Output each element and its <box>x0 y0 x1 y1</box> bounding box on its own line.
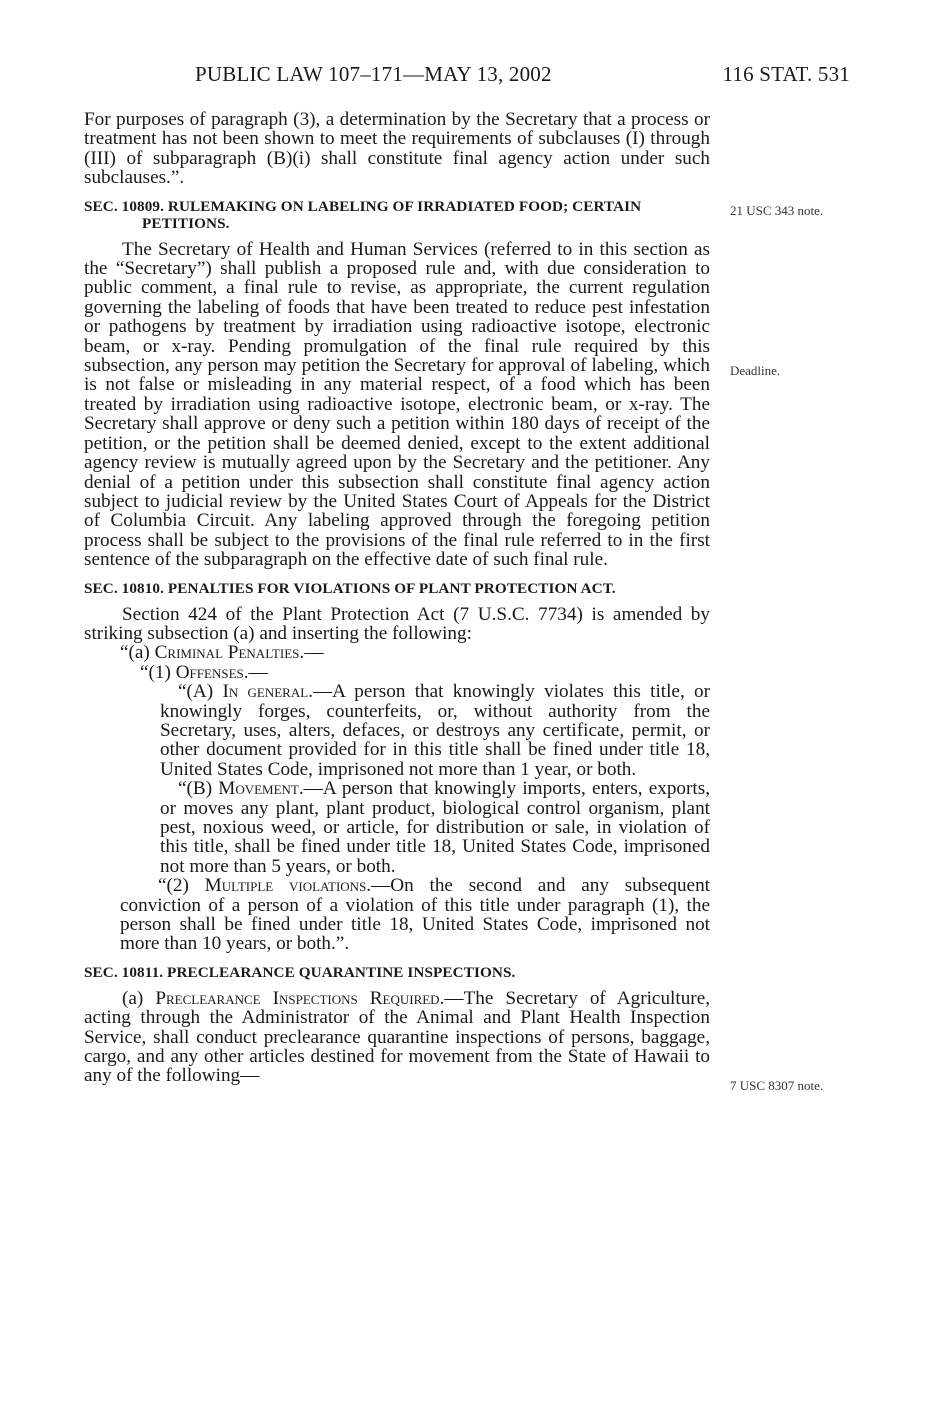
section-10811-a-heading: Preclearance Inspections Required <box>155 987 440 1009</box>
section-10811-heading: SEC. 10811. PRECLEARANCE QUARANTINE INSPECTIONS. <box>84 963 516 981</box>
subparagraph-b-text: .—A person that knowingly imports, enters, exports, or moves any plant, plant product, biological control organism, plant pest, noxious weed, or article, for distribution or sale, in violation of this title, shall be fined under title 18, United States Code, imprisoned not more than 5 years, or both. <box>160 778 711 877</box>
paragraph-1-heading: Offenses <box>175 661 244 683</box>
subparagraph-b-heading: Movement <box>218 778 299 800</box>
paragraph-1-offenses <box>84 663 710 682</box>
section-10809-text: The Secretary of Health and Human Services (referred to in this section as the “Secretary”) shall publish a proposed rule and, with due consideration to public comment, a final rule to revise, as appropriate, the current regulation governing the labeling of foods that have been treated to reduce pest infestation or pathogens by treatment by irradiation using radioactive isotope, electronic beam, or x-ray. Pending promulgation of the final rule required by this subsection, any person may petition the Secretary for approval of labeling, which is not false or misleading in any material respect, of a food which has been treated by irradiation using radioactive isotope, electronic beam, or x-ray. The Secretary shall approve or deny such a petition within 180 days of receipt of the petition, or the petition shall be deemed denied, except to the extent additional agency review is mutually agreed upon by the Secretary and the petitioner. Any denial of a petition under this subsection shall constitute final agency action subject to judicial review by the United States Court of Appeals for the District of Columbia Circuit. Any labeling approved through the foregoing petition process shall be subject to the provisions of the final rule referred to in the first sentence of the subparagraph on the effective date of such final rule. <box>84 238 710 571</box>
subparagraph-b-movement <box>84 779 710 876</box>
margin-note-deadline: Deadline. <box>730 363 781 378</box>
margin-note-21-usc: 21 USC 343 note. <box>730 203 824 218</box>
section-10810-intro: Section 424 of the Plant Protection Act (7 U.S.C. 7734) is amended by striking subsection (a) and inserting the following: <box>84 603 710 644</box>
subsection-a-heading: Criminal Penalties <box>154 642 300 664</box>
paragraph-1-suffix: .— <box>243 661 268 683</box>
document-body <box>84 110 710 1086</box>
subsection-a-criminal-penalties <box>84 643 710 662</box>
subsection-a-suffix: .— <box>299 642 324 664</box>
paragraph-2-multiple-violations <box>84 876 710 954</box>
header-stat-page: 116 STAT. 531 <box>722 62 850 86</box>
section-10811-a-text: .—The Secretary of Agriculture, acting through the Administrator of the Animal and Plant Health Inspection Service, shall conduct preclearance quarantine inspections of persons, baggage, cargo, and any other articles destined for movement from the State of Hawaii to any of the following— <box>84 987 711 1087</box>
running-header <box>195 62 850 92</box>
section-10811-a-prefix: (a) <box>122 987 156 1009</box>
subparagraph-a-text: .—A person that knowingly violates this title, or knowingly forges, counterfeits, or, without authority from the Secretary, uses, alters, defaces, or destroys any certificate, permit, or other document provided for in this title shall be fined under title 18, United States Code, imprisoned not more than 1 year, or both. <box>160 681 711 780</box>
subparagraph-a-in-general <box>84 682 710 779</box>
section-10811-subsection-a <box>84 989 710 1086</box>
margin-note-7-usc: 7 USC 8307 note. <box>730 1078 824 1093</box>
section-10810-heading: SEC. 10810. PENALTIES FOR VIOLATIONS OF PLANT PROTECTION ACT. <box>84 579 616 597</box>
subparagraph-a-prefix: “(A) <box>178 681 223 703</box>
subsection-a-prefix: “(a) <box>120 642 155 664</box>
header-title: PUBLIC LAW 107–171—MAY 13, 2002 <box>195 62 552 86</box>
paragraph-1-prefix: “(1) <box>140 661 176 683</box>
intro-paragraph: For purposes of paragraph (3), a determination by the Secretary that a process or treatment has not been shown to meet the requirements of subclauses (I) through (III) of subparagraph (B)(i) shall constitute final agency action under such subclauses.”. <box>84 109 710 189</box>
paragraph-2-prefix: “(2) <box>158 875 205 897</box>
subparagraph-a-heading: In general <box>222 681 309 703</box>
section-10809-heading: SEC. 10809. RULEMAKING ON LABELING OF IRRADIATED FOOD; CERTAIN PETITIONS. <box>84 197 642 232</box>
subparagraph-b-prefix: “(B) <box>178 778 219 800</box>
paragraph-2-text: .—On the second and any subsequent conviction of a person of a violation of this title under paragraph (1), the person shall be fined under title 18, United States Code, imprisoned not more than 10 years, or both.”. <box>120 875 710 955</box>
paragraph-2-heading: Multiple violations <box>204 875 367 897</box>
